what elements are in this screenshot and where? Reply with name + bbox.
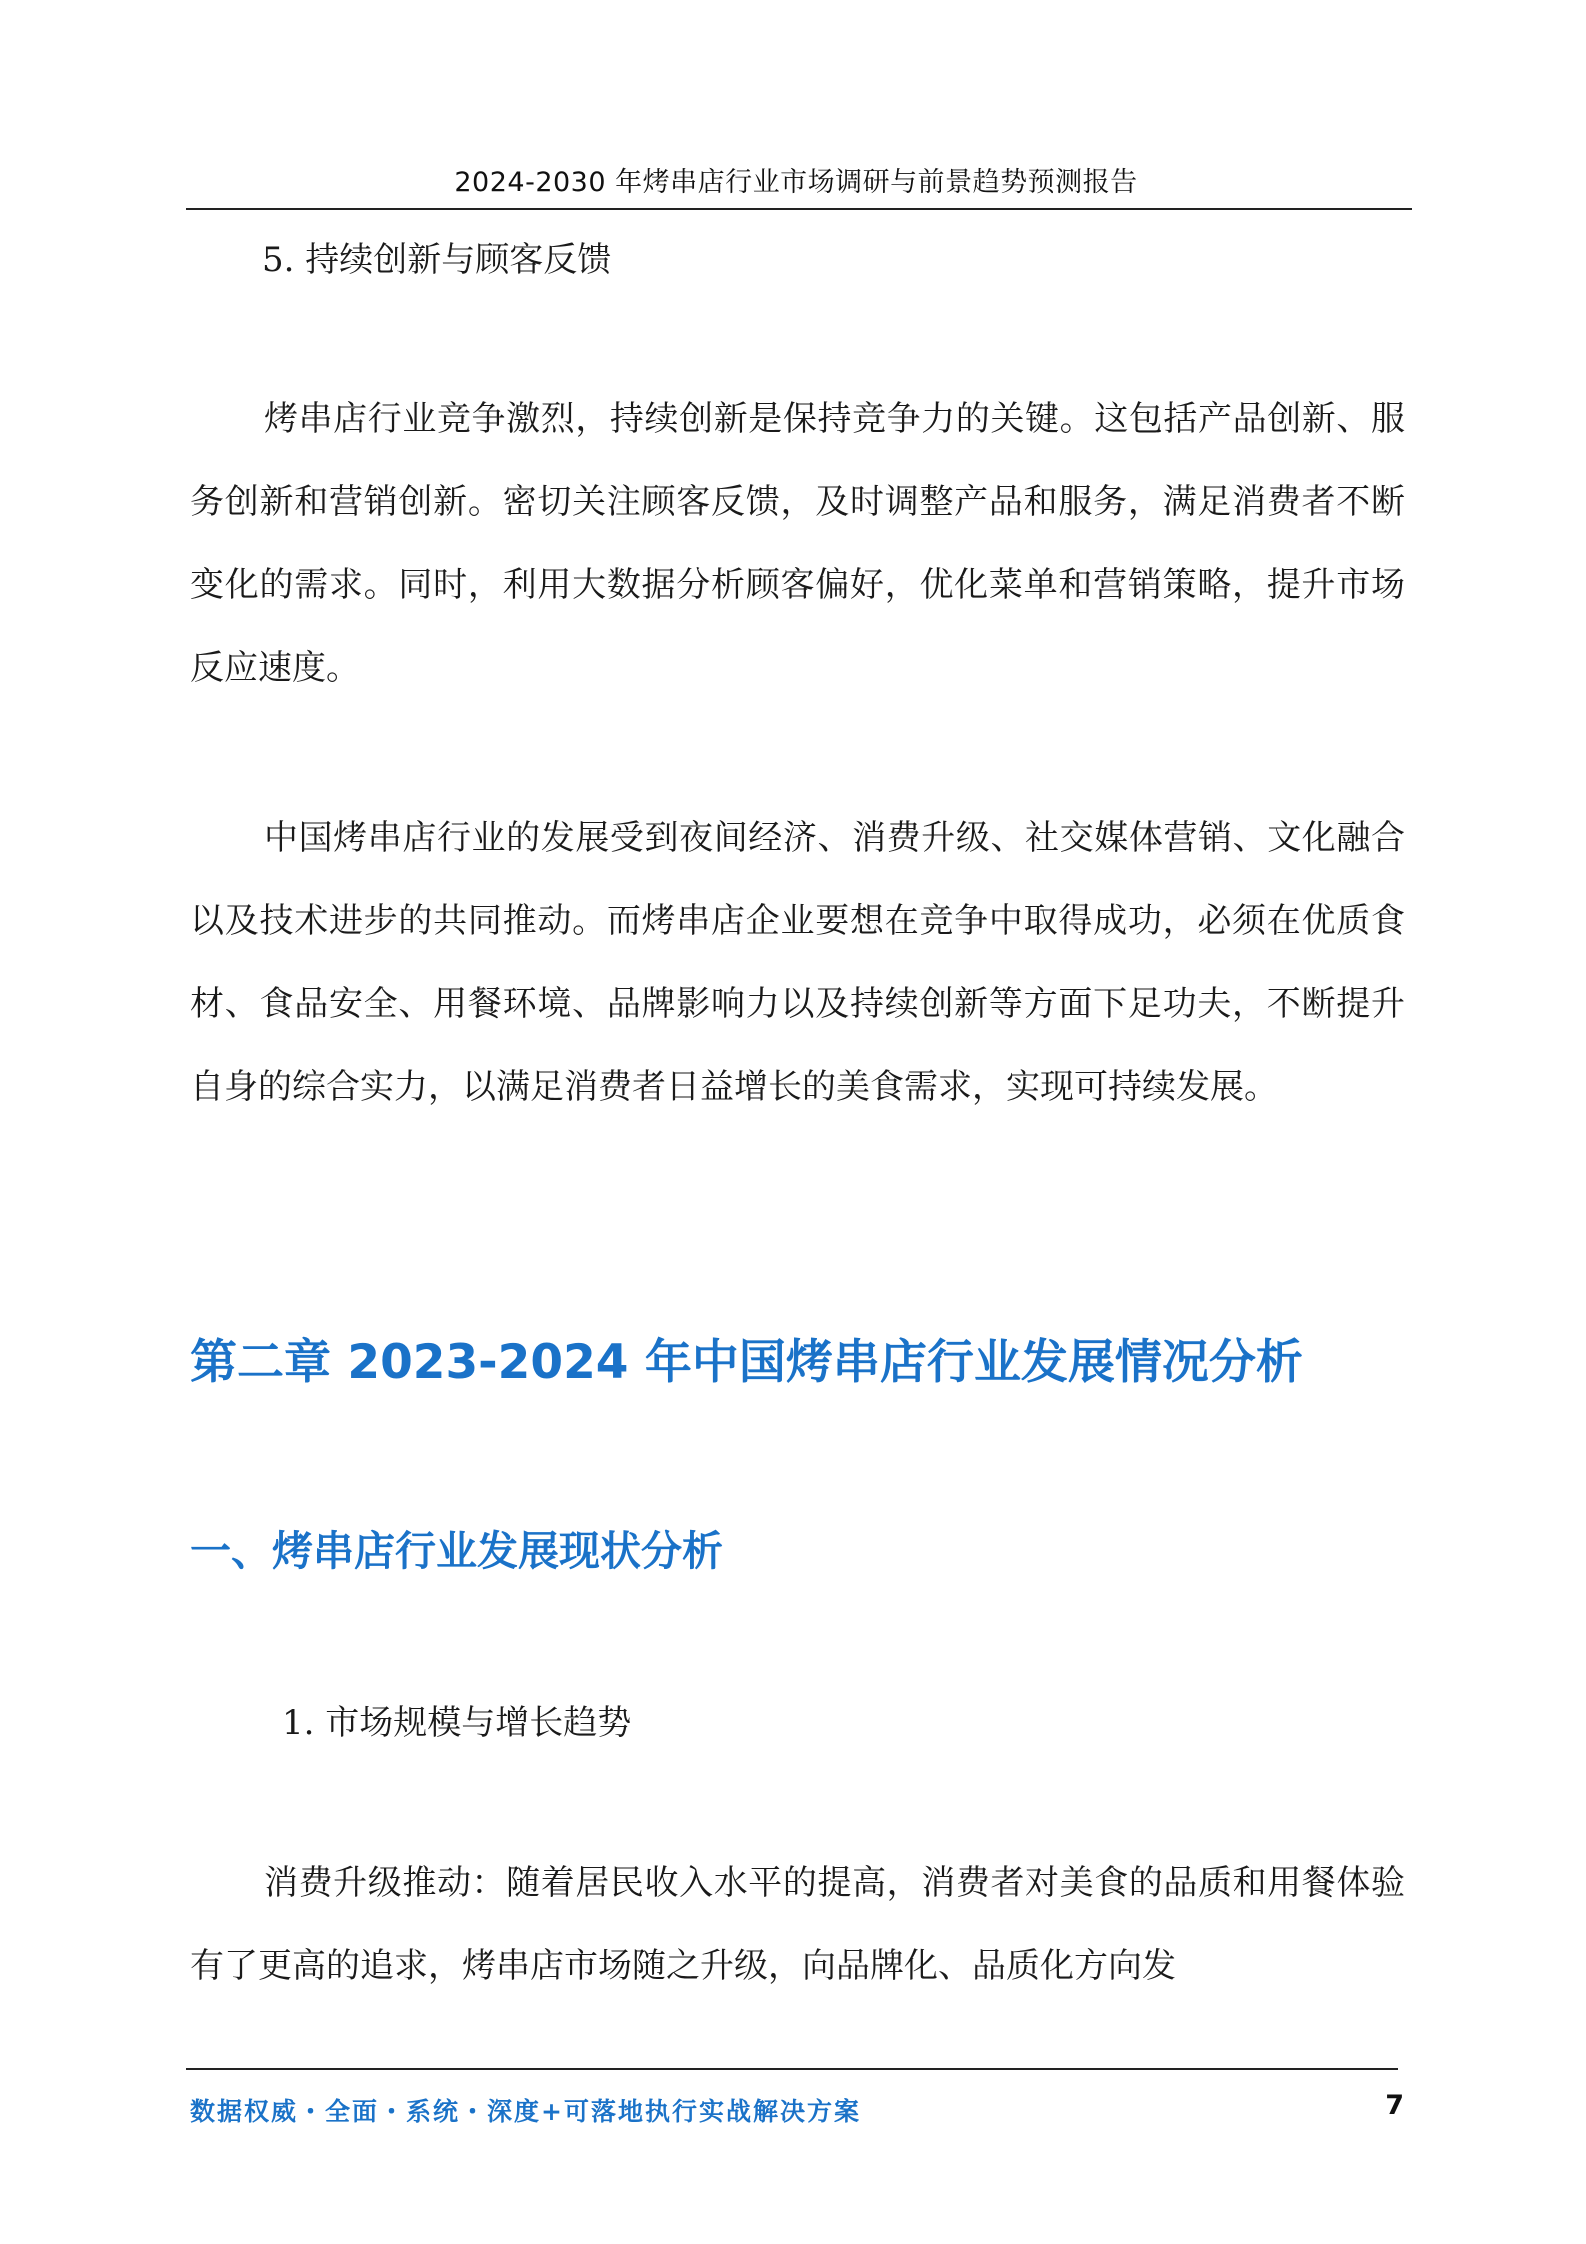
page-number: 7 — [1385, 2090, 1404, 2121]
header-title: 2024-2030 年烤串店行业市场调研与前景趋势预测报告 — [454, 167, 1138, 198]
paragraph-market-scale: 消费升级推动：随着居民收入水平的提高，消费者对美食的品质和用餐体验有了更高的追求，烤串店市场随之升级，向品牌化、品质化方向发 — [190, 1863, 1405, 1986]
item-5-heading: 5. 持续创新与顾客反馈 — [262, 240, 612, 280]
footer-divider — [186, 2068, 1398, 2070]
section-heading: 一、烤串店行业发展现状分析 — [190, 1527, 723, 1575]
item-1-heading: 1. 市场规模与增长趋势 — [282, 1703, 632, 1743]
header-divider — [186, 208, 1412, 210]
footer-slogan: 数据权威・全面・系统・深度+可落地执行实战解决方案 — [190, 2097, 861, 2126]
chapter-heading: 第二章 2023-2024 年中国烤串店行业发展情况分析 — [190, 1335, 1303, 1390]
paragraph-summary: 中国烤串店行业的发展受到夜间经济、消费升级、社交媒体营销、文化融合以及技术进步的共同推动。而烤串店企业要想在竞争中取得成功，必须在优质食材、食品安全、用餐环境、品牌影响力以及持续创新等方面下足功夫，不断提升自身的综合实力，以满足消费者日益增长的美食需求，实现可持续发展。 — [190, 818, 1405, 1107]
paragraph-innovation: 烤串店行业竞争激烈，持续创新是保持竞争力的关键。这包括产品创新、服务创新和营销创新。密切关注顾客反馈，及时调整产品和服务，满足消费者不断变化的需求。同时，利用大数据分析顾客偏好，优化菜单和营销策略，提升市场反应速度。 — [190, 399, 1405, 688]
